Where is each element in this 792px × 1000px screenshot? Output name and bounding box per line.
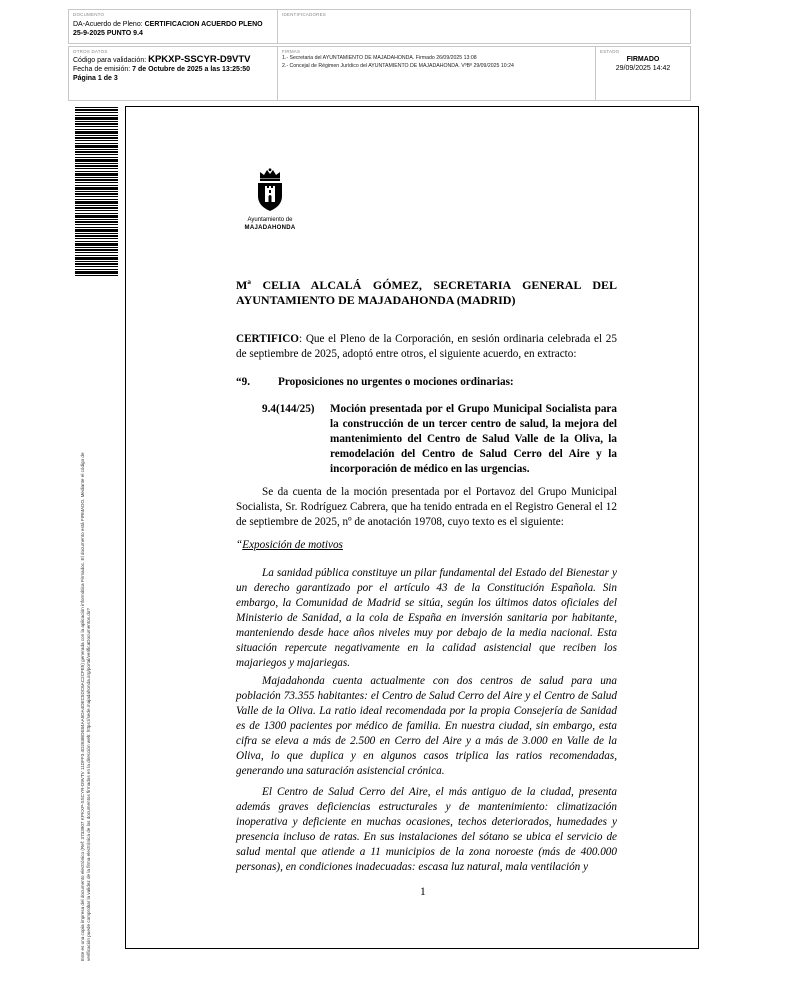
certifico-paragraph — [236, 332, 617, 362]
identificadores-cell — [277, 10, 690, 43]
certifico-label: CERTIFICO — [236, 333, 300, 345]
coat-of-arms-icon — [252, 168, 288, 212]
documento-name: CERTIFICACION ACUERDO PLENO 25-9-2025 PUNTO 9.4 — [73, 21, 263, 37]
document-title: Mª CELIA ALCALÁ GÓMEZ, SECRETARIA GENERAL DEL AYUNTAMIENTO DE MAJADAHONDA (MADRID) — [236, 278, 617, 307]
issue-date-label: Fecha de emisión: — [73, 66, 133, 73]
exposicion-quote: “ — [236, 539, 243, 551]
mocion-heading — [262, 402, 617, 477]
exposicion-title: Exposición de motivos — [242, 539, 343, 551]
estado-value: FIRMADO — [626, 56, 660, 63]
side-note-line-2: verificación puede comprobar la validez de la firma electrónica de los documentos firmados en la dirección web: https://sede.majadahonda.org/portal/verificaDocumentos.do? — [86, 608, 91, 961]
validation-code-line — [73, 55, 273, 65]
firma-item: 1.- Secretaria del AYUNTAMIENTO DE MAJADAHONDA. Firmado 26/09/2025 13:08 — [282, 55, 477, 61]
header-top-row — [68, 9, 691, 44]
motivos-paragraph-3: El Centro de Salud Cerro del Aire, el más antiguo de la ciudad, presenta además graves deficiencias estructurales y de mantenimiento: climatización inoperativa y deficiente en muchas ocasiones, techos deteriorados, humedades y presencia incluso de ratas. En sus instalaciones del sótano se ubica el servicio de salud mental que atiende a 11 municipios de la zona noroeste (más de 400.000 personas), en condiciones inadecuadas: escasa luz natural, mala ventilación y — [236, 786, 617, 873]
page-count: Página 1 de 3 — [73, 75, 118, 82]
documento-prefix: DA-Acuerdo de Pleno: — [73, 21, 145, 28]
mocion-text: Moción presentada por el Grupo Municipal Socialista para la construcción de un tercer centro de salud, la mejora del mantenimiento del Centro de Salud Valle de la Oliva, la remodelación del Centro de Salud Cerro del Aire y la incorporación de médico en las urgencias. — [330, 403, 617, 475]
identificadores-caption: IDENTIFICADORES — [282, 12, 327, 17]
side-note-line-1: Este es una copia impresa del documento electrónico (Ref: 3733907 KPKXP-SSCYR-D9VTV 11DFF3 4D263BDE84AA5DA4DEC5DC6AC2CFE5) generada con la aplicación informática Firmadoc. El documento está FIRMADO. Mediante el código de — [80, 452, 85, 961]
logo-line-2: MAJADAHONDA — [244, 224, 296, 231]
certifico-text: : Que el Pleno de la Corporación, en sesión ordinaria celebrada el 25 de septiembre de 2025, adoptó entre otros, el siguiente acuerdo, en extracto: — [236, 333, 617, 360]
mocion-number: 9.4(144/25) — [262, 403, 315, 415]
firmas-caption: FIRMAS — [282, 49, 301, 54]
motivos-paragraph-2: Majadahonda cuenta actualmente con dos centros de salud para una población 73.355 habitantes: el Centro de Salud Cerro del Aire y el Centro de Salud Valle de la Oliva. La ratio ideal recomendada por la propia Consejería de Sanidad es de 1300 pacientes por médico de familia. En nuestra ciudad, sin embargo, esta cifra se eleva a más de 2.500 en Cerro del Aire y a más de 3.000 en Valle de la Oliva, lo que duplica y en algunos casos triplica las ratios recomendadas, generando una saturación asistencial crónica. — [236, 675, 617, 777]
intro-paragraph: Se da cuenta de la moción presentada por el Portavoz del Grupo Municipal Socialista, Sr. Rodríguez Cabrera, que ha tenido entrada en el Registro General el 12 de septiembre de 2025, nº de anotación 19708, cuyo texto es el siguiente: — [236, 486, 617, 528]
exposicion-heading — [236, 538, 617, 553]
header-bottom-row — [68, 46, 691, 101]
documento-caption: DOCUMENTO — [73, 12, 105, 17]
validation-code-label: Código para validación: — [73, 57, 149, 64]
proposiciones-number: “9. — [236, 376, 250, 388]
barcode-image — [75, 107, 118, 276]
estado-caption: ESTADO — [600, 49, 620, 54]
municipal-logo — [238, 168, 302, 232]
documento-cell — [69, 10, 277, 43]
firma-item: 2.- Concejal de Régimen Jurídico del AYUNTAMIENTO DE MAJADAHONDA. VºBº 29/09/2025 10:24 — [282, 62, 514, 69]
logo-line-1: Ayuntamiento de — [247, 217, 293, 223]
documento-text — [73, 20, 273, 38]
proposiciones-heading — [236, 375, 617, 390]
otros-datos-caption: OTROS DATOS — [73, 49, 108, 54]
issue-date-line — [73, 65, 273, 74]
firmas-cell — [277, 47, 595, 100]
proposiciones-text: Proposiciones no urgentes o mociones ordinarias: — [278, 376, 514, 388]
motivos-paragraph-1: La sanidad pública constituye un pilar fundamental del Estado del Bienestar y un derecho garantizado por el artículo 43 de la Constitución Española. Sin embargo, la Comunidad de Madrid se sitúa, según los últimos datos oficiales del Ministerio de Sanidad, a la cola de España en inversión sanitaria por habitante, manteniendo desde hace años niveles muy por debajo de la media nacional. Esta situación repercute negativamente en la calidad asistencial que reciben los majariegos y majariegas. — [236, 567, 617, 669]
page-number: 1 — [420, 886, 426, 898]
estado-cell — [595, 47, 690, 100]
side-verification-note — [80, 281, 92, 961]
estado-date: 29/09/2025 14:42 — [615, 65, 671, 72]
otros-datos-cell — [69, 47, 277, 100]
issue-date: 7 de Octubre de 2025 a las 13:25:50 — [132, 66, 251, 73]
validation-code: KPKXP-SSCYR-D9VTV — [148, 54, 251, 65]
